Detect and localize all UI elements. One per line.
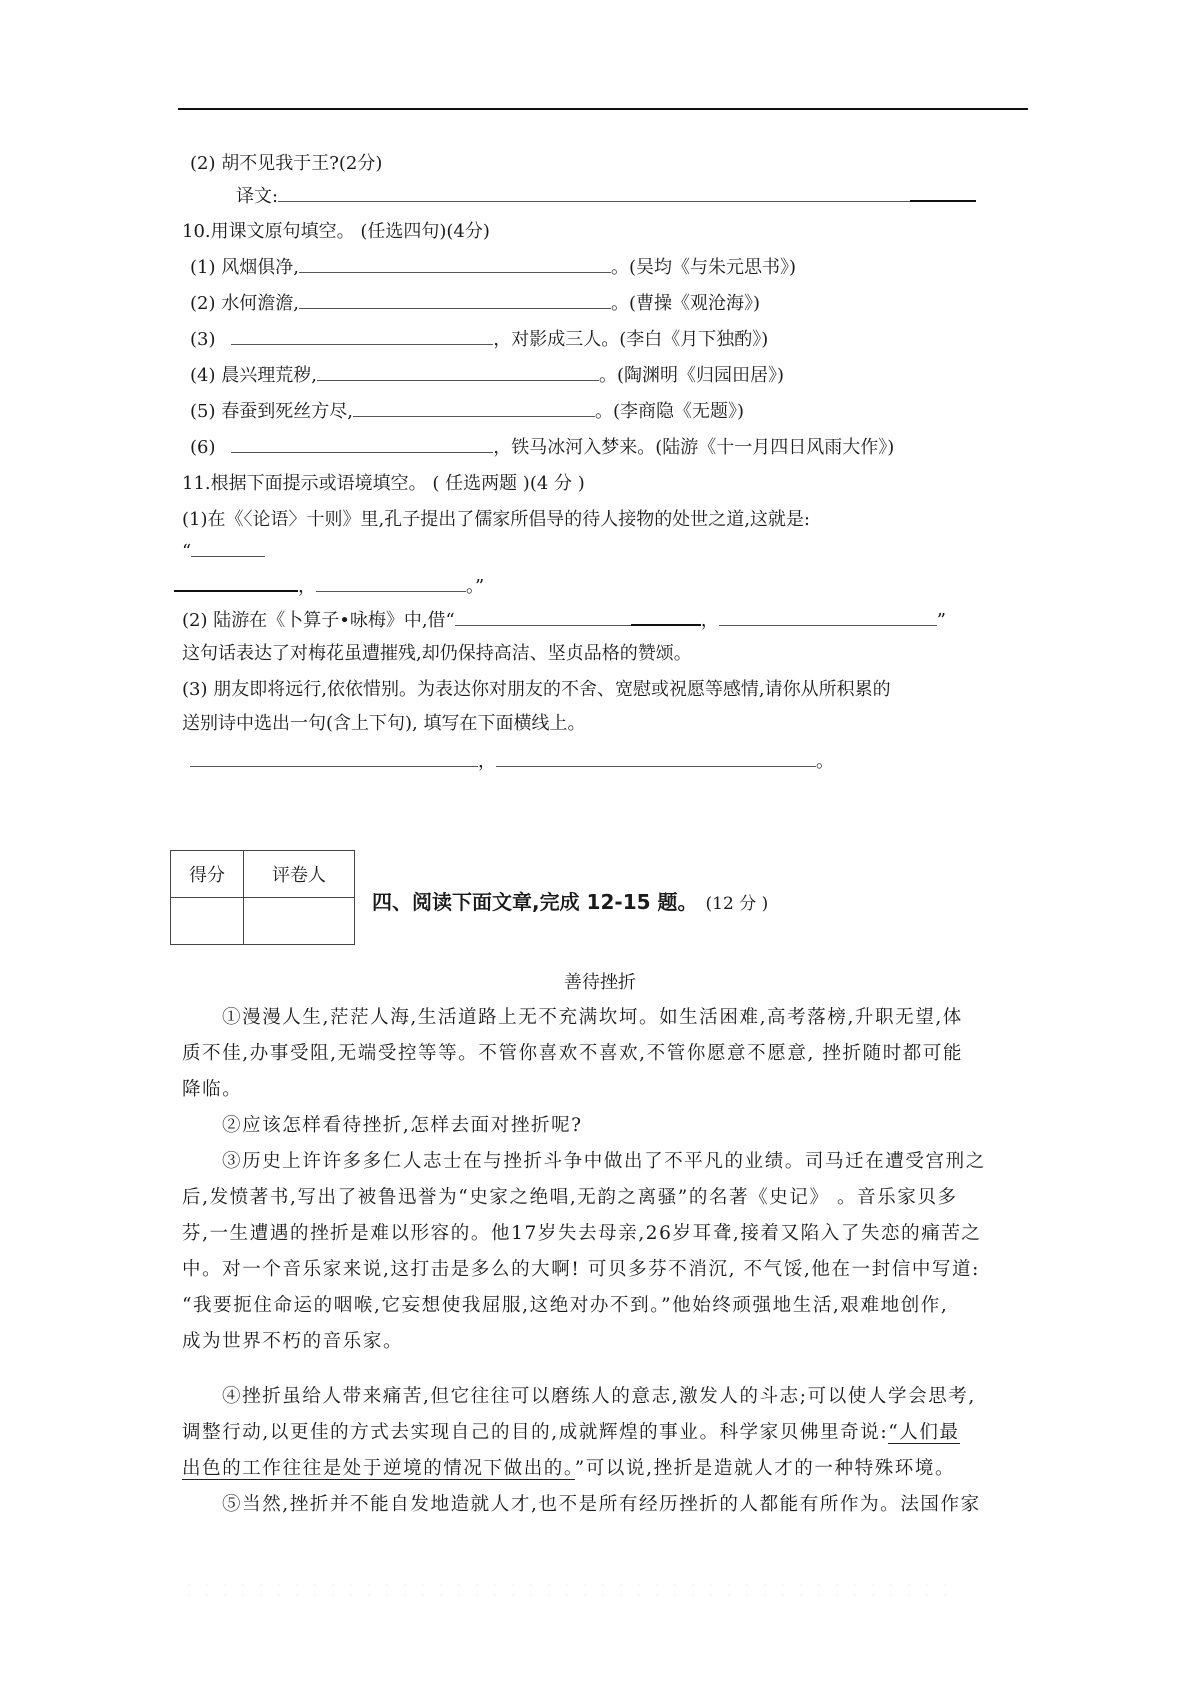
q11-item-3-answer-row bbox=[182, 750, 834, 774]
fill-blank[interactable] bbox=[231, 436, 493, 453]
q10-item-4 bbox=[190, 364, 784, 388]
article-p5-line1: ⑤当然,挫折并不能自发地造就人才,也不是所有经历挫折的人都能有所作为。法国作家 bbox=[222, 1494, 981, 1515]
fill-blank[interactable] bbox=[299, 256, 611, 273]
fill-blank[interactable] bbox=[299, 292, 611, 309]
fill-blank[interactable] bbox=[317, 364, 599, 381]
item-number: (4) bbox=[190, 365, 216, 386]
article-line: 芬,一生遭遇的挫折是难以形容的。他17岁失去母亲,26岁耳聋,接着又陷入了失恋的痛苦之 bbox=[182, 1223, 982, 1244]
fill-blank[interactable] bbox=[191, 540, 265, 557]
close-quote: 。” bbox=[466, 576, 485, 597]
q10-title: 10.用课文原句填空。 (任选四句)(4分) bbox=[182, 221, 490, 242]
article-p4-line3 bbox=[182, 1457, 955, 1481]
q11-item-1-answer-row bbox=[182, 574, 484, 599]
article-line: 质不佳,办事受阻,无端受控等等。不管你喜欢不喜欢,不管你愿意不愿意, 挫折随时都可能 bbox=[182, 1043, 964, 1064]
q11-item-1-quote-row bbox=[182, 540, 265, 564]
article-line: ②应该怎样看待挫折,怎样去面对挫折呢? bbox=[222, 1115, 583, 1136]
fill-blank[interactable] bbox=[174, 574, 298, 592]
fill-blank[interactable] bbox=[455, 609, 631, 626]
translation-blank[interactable] bbox=[278, 185, 910, 202]
fill-blank[interactable] bbox=[190, 750, 478, 767]
q11-title: 11.根据下面提示或语境填空。 ( 任选两题 )(4 分 ) bbox=[182, 473, 585, 494]
score-header: 得分 bbox=[171, 851, 244, 898]
item-number: (6) bbox=[190, 437, 216, 458]
article-line: 后,发愤著书,写出了被鲁迅誉为“史家之绝唱,无韵之离骚”的名著《史记》 。音乐家贝多 bbox=[182, 1187, 958, 1208]
article-text: 调整行动,以更佳的方式去实现自己的目的,成就辉煌的事业。科学家贝佛里奇说: bbox=[182, 1422, 889, 1443]
item-suffix: ，铁马冰河入梦来。(陆游《十一月四日风雨大作》) bbox=[493, 437, 895, 458]
item-number: (1) bbox=[190, 257, 216, 278]
article-text: ”可以说,挫折是造就人才的一种特殊环境。 bbox=[574, 1458, 956, 1479]
item-prefix: 水何澹澹, bbox=[221, 293, 299, 314]
translation-blank-end[interactable] bbox=[910, 184, 976, 202]
scan-noise bbox=[180, 1580, 960, 1600]
underlined-quote: 出色的工作往往是处于逆境的情况下做出的。 bbox=[182, 1458, 575, 1479]
grader-header: 评卷人 bbox=[244, 851, 355, 898]
fill-blank[interactable] bbox=[316, 575, 466, 592]
article-line: 降临。 bbox=[182, 1079, 243, 1100]
article-line: ③历史上许许多多仁人志士在与挫折斗争中做出了不平凡的业绩。司马迁在遭受宫刑之 bbox=[222, 1151, 986, 1172]
article-line: 成为世界不朽的音乐家。 bbox=[182, 1331, 404, 1352]
article-p4-line2 bbox=[182, 1421, 960, 1445]
translation-label: 译文: bbox=[236, 186, 279, 207]
q9-2-translation-row bbox=[236, 184, 976, 209]
score-cell[interactable] bbox=[171, 898, 244, 945]
open-quote: “ bbox=[182, 541, 192, 562]
fill-blank[interactable] bbox=[353, 400, 595, 417]
q10-item-3 bbox=[190, 328, 768, 352]
comma: ， bbox=[298, 576, 316, 597]
comma: ， bbox=[700, 610, 719, 631]
score-table bbox=[170, 850, 355, 945]
q10-item-1 bbox=[190, 256, 796, 280]
comma: ， bbox=[478, 751, 496, 772]
section-points: (12 分 ) bbox=[705, 894, 769, 914]
item-suffix: 。(吴均《与朱元思书》) bbox=[610, 257, 797, 278]
q11-item-3-line1: (3) 朋友即将远行,依依惜别。为表达你对朋友的不舍、宽慰或祝愿等感情,请你从所积累的 bbox=[182, 679, 891, 700]
q11-item-2 bbox=[182, 608, 946, 633]
article-line: “我要扼住命运的咽喉,它妄想使我屈服,这绝对办不到。”他始终顽强地生活,艰难地创作, bbox=[182, 1295, 949, 1316]
article-title: 善待挫折 bbox=[564, 972, 636, 993]
section-title-text: 四、阅读下面文章,完成 12-15 题。 bbox=[372, 890, 698, 914]
item-suffix: 。(曹操《观沧海》) bbox=[610, 293, 761, 314]
item-suffix: 。(李商隐《无题》) bbox=[594, 401, 745, 422]
item-prefix: 晨兴理荒秽, bbox=[221, 365, 317, 386]
article-line: ①漫漫人生,茫茫人海,生活道路上无不充满坎坷。如生活困难,高考落榜,升职无望,体 bbox=[222, 1007, 963, 1028]
item-number: (3) bbox=[190, 329, 216, 350]
item-prefix: 风烟俱净, bbox=[221, 257, 299, 278]
q10-item-6 bbox=[190, 436, 894, 460]
item-number: (5) bbox=[190, 401, 216, 422]
q11-item-2-line2: 这句话表达了对梅花虽遭摧残,却仍保持高洁、坚贞品格的赞颂。 bbox=[182, 643, 692, 664]
fill-blank[interactable] bbox=[631, 608, 701, 626]
q10-item-5 bbox=[190, 400, 744, 424]
header-rule bbox=[178, 108, 1028, 110]
period: 。 bbox=[816, 751, 834, 772]
article-line: ④挫折虽给人带来痛苦,但它往往可以磨练人的意志,激发人的斗志;可以使人学会思考, bbox=[222, 1386, 976, 1407]
item-number: (2) bbox=[190, 293, 216, 314]
q10-item-2 bbox=[190, 292, 760, 316]
close-quote: ” bbox=[936, 610, 946, 631]
article-line: 中。对一个音乐家来说,这打击是多么的大啊! 可贝多芬不消沉, 不气馁,他在一封信中写道: bbox=[182, 1259, 980, 1280]
fill-blank[interactable] bbox=[231, 328, 493, 345]
fill-blank[interactable] bbox=[719, 609, 937, 626]
item-text: (2) 陆游在《卜算子•咏梅》中,借“ bbox=[182, 610, 455, 631]
section-4-title bbox=[372, 886, 768, 915]
fill-blank[interactable] bbox=[496, 750, 816, 767]
item-prefix: 春蚕到死丝方尽, bbox=[221, 401, 353, 422]
q11-item-3-line2: 送别诗中选出一句(含上下句), 填写在下面横线上。 bbox=[182, 713, 586, 734]
item-suffix: 。(陶渊明《归园田居》) bbox=[598, 365, 785, 386]
q9-2-prompt: (2) 胡不见我于王?(2分) bbox=[190, 153, 383, 174]
grader-cell[interactable] bbox=[244, 898, 355, 945]
item-suffix: ，对影成三人。(李白《月下独酌》) bbox=[493, 329, 769, 350]
q11-item-1: (1)在《〈论语〉十则》里,孔子提出了儒家所倡导的待人接物的处世之道,这就是: bbox=[182, 509, 811, 530]
underlined-quote: “人们最 bbox=[888, 1422, 960, 1443]
